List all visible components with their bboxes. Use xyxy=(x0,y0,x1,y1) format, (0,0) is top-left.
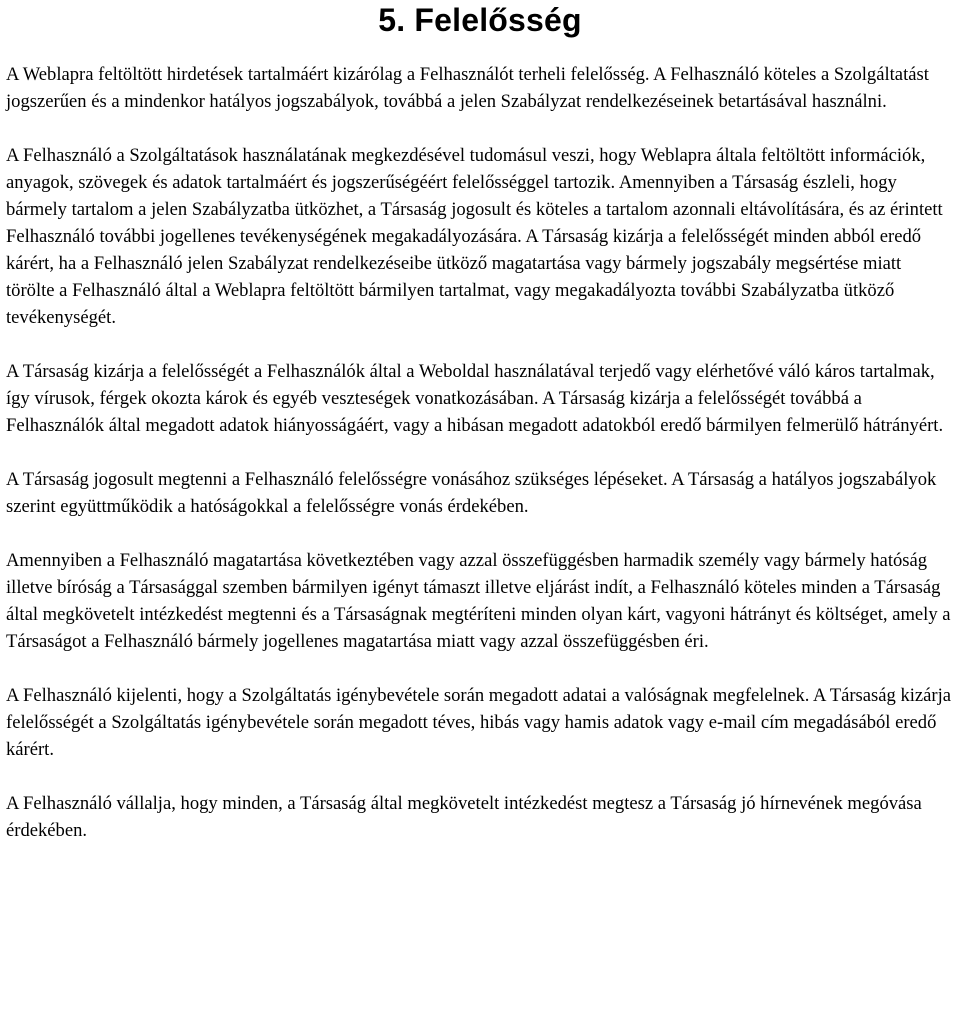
paragraph-2: A Felhasználó a Szolgáltatások használatának megkezdésével tudomásul veszi, hogy Weblapra általa feltöltött információk, anyagok, szövegek és adatok tartalmáért és jogszerűségéért felelősséggel tartozik. Amennyiben a Társaság észleli, hogy bármely tartalom a jelen Szabályzatba ütközhet, a Társaság jogosult és köteles a tartalom azonnali eltávolítására, és az érintett Felhasználó további jogellenes tevékenységének megakadályozására. A Társaság kizárja a felelősségét minden abból eredő kárért, ha a Felhasználó jelen Szabályzat rendelkezéseibe ütköző magatartása vagy bármely jogszabály megsértése miatt törölte a Felhasználó által a Weblapra feltöltött bármilyen tartalmat, vagy megakadályozta további Szabályzatba ütköző tevékenységét. xyxy=(6,145,943,328)
paragraph-6: A Felhasználó kijelenti, hogy a Szolgáltatás igénybevétele során megadott adatai a valóságnak megfelelnek. A Társaság kizárja felelősségét a Szolgáltatás igénybevétele során megadott téves, hibás vagy hamis adatok vagy e-mail cím megadásából eredő kárért. xyxy=(6,685,952,760)
paragraph-5: Amennyiben a Felhasználó magatartása következtében vagy azzal összefüggésben harmadik személy vagy bármely hatóság illetve bíróság a Társasággal szemben bármilyen igényt támaszt illetve eljárást indít, a Felhasználó köteles minden a Társaság által megkövetelt intézkedést megtenni és a Társaságnak megtéríteni minden olyan kárt, vagyoni hátrányt és költséget, amely a Társaságot a Felhasználó bármely jogellenes magatartása miatt vagy azzal összefüggésben éri. xyxy=(6,550,951,652)
paragraph-3: A Társaság kizárja a felelősségét a Felhasználók által a Weboldal használatával terjedő vagy elérhetővé váló káros tartalmak, így vírusok, férgek okozta károk és egyéb veszteségek vonatkozásában. A Társaság kizárja a felelősségét továbbá a Felhasználók által megadott adatok hiányosságáért, vagy a hibásan megadott adatokból eredő bármilyen felmerülő hátrányért. xyxy=(6,361,944,436)
paragraph-4: A Társaság jogosult megtenni a Felhasználó felelősségre vonásához szükséges lépéseket. A Társaság a hatályos jogszabályok szerint együttműködik a hatóságokkal a felelősségre vonás érdekében. xyxy=(6,469,937,517)
paragraph-7: A Felhasználó vállalja, hogy minden, a Társaság által megkövetelt intézkedést megtesz a Társaság jó hírnevének megóvása érdekében. xyxy=(6,793,922,841)
document-page xyxy=(6,0,954,871)
paragraph-1: A Weblapra feltöltött hirdetések tartalmáért kizárólag a Felhasználót terheli felelősség. A Felhasználó köteles a Szolgáltatást jogszerűen és a mindenkor hatályos jogszabályok, továbbá a jelen Szabályzat rendelkezéseinek betartásával használni. xyxy=(6,64,929,112)
section-title: 5. Felelősség xyxy=(378,2,582,38)
